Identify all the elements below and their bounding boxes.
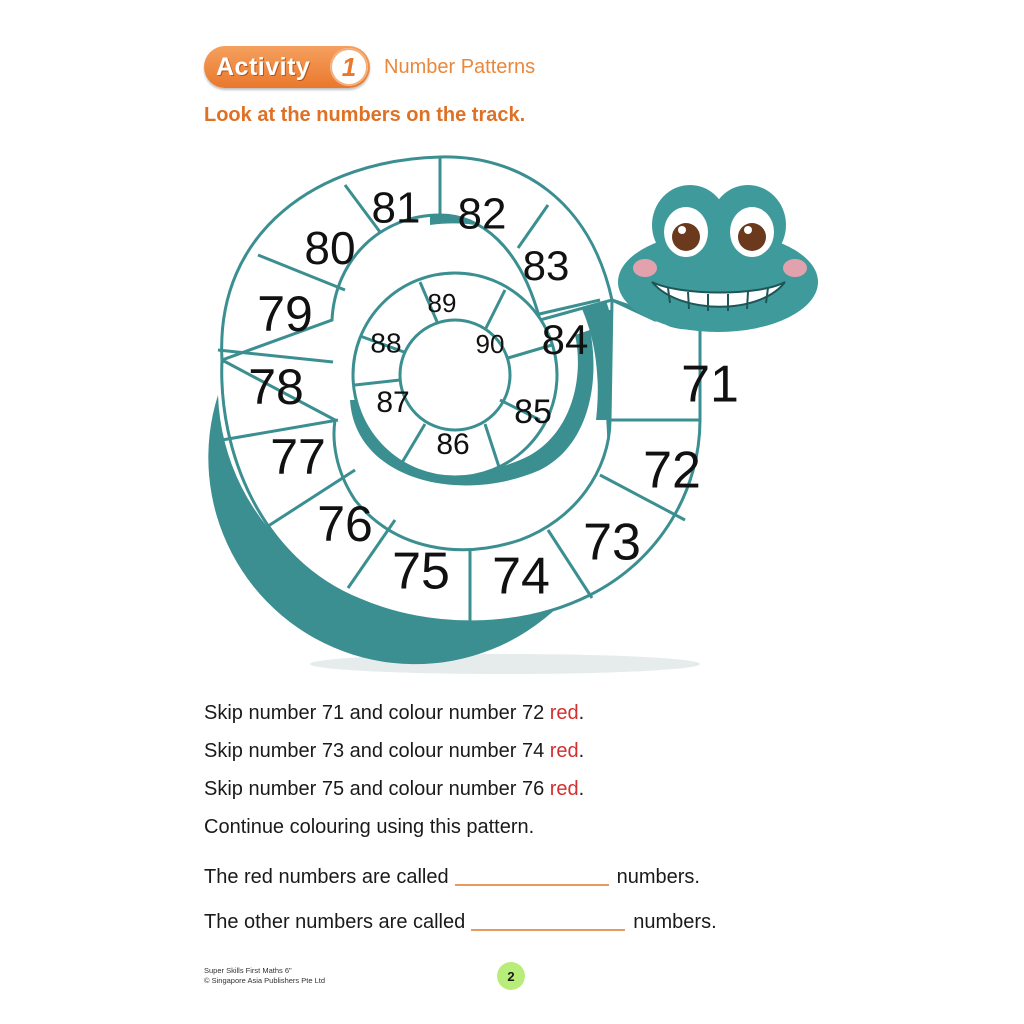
task-suffix: . xyxy=(578,702,585,724)
red-word: red xyxy=(549,778,579,800)
track-number: 85 xyxy=(514,392,552,431)
answer-blank[interactable] xyxy=(471,915,625,931)
right-eye-icon xyxy=(738,223,766,251)
book-title: Super Skills First Maths 6" xyxy=(204,966,292,975)
track-number: 76 xyxy=(317,496,373,553)
question-prefix: The other numbers are called xyxy=(204,911,466,933)
track-number: 78 xyxy=(248,359,304,416)
footer-credits xyxy=(204,966,325,986)
task-lines xyxy=(204,694,584,846)
task-text: Skip number 75 and colour number 76 xyxy=(204,778,550,800)
track-number: 81 xyxy=(371,183,421,233)
track-number: 77 xyxy=(270,429,326,486)
track-number: 89 xyxy=(427,287,457,318)
track-number: 88 xyxy=(370,327,402,359)
task-line xyxy=(204,732,584,770)
track-number: 73 xyxy=(583,513,641,572)
answer-blank[interactable] xyxy=(455,870,609,886)
track-number: 75 xyxy=(392,542,450,601)
track-number: 79 xyxy=(257,286,313,343)
activity-label: Activity xyxy=(216,52,311,81)
question-prefix: The red numbers are called xyxy=(204,866,449,888)
track-number: 72 xyxy=(643,441,701,500)
red-word: red xyxy=(549,702,579,724)
snake-head xyxy=(618,185,818,332)
task-text: Skip number 73 and colour number 74 xyxy=(204,740,550,762)
copyright-text: © Singapore Asia Publishers Pte Ltd xyxy=(204,976,326,985)
task-line xyxy=(204,694,584,732)
question-suffix: numbers. xyxy=(633,911,717,933)
question-other-numbers xyxy=(204,911,717,934)
continue-text: Continue colouring using this pattern. xyxy=(204,816,535,838)
track-number: 71 xyxy=(681,355,739,414)
track-number: 87 xyxy=(376,385,410,419)
track-number: 82 xyxy=(457,189,507,239)
track-number: 80 xyxy=(304,222,356,275)
red-word: red xyxy=(549,740,579,762)
task-suffix: . xyxy=(578,778,585,800)
question-red-numbers xyxy=(204,866,700,889)
page-number-badge: 2 xyxy=(497,962,525,990)
task-suffix: . xyxy=(578,740,585,762)
activity-number: 1 xyxy=(330,48,368,86)
left-eye-icon xyxy=(672,223,700,251)
question-suffix: numbers. xyxy=(616,866,700,888)
track-number: 83 xyxy=(522,242,570,290)
track-number: 84 xyxy=(541,316,589,364)
instruction-text: Look at the numbers on the track. xyxy=(204,104,526,126)
track-number: 86 xyxy=(436,427,470,461)
track-number: 90 xyxy=(475,328,505,359)
track-number: 74 xyxy=(492,547,550,606)
activity-title: Number Patterns xyxy=(384,55,536,78)
task-text: Skip number 71 and colour number 72 xyxy=(204,702,550,724)
task-line xyxy=(204,770,584,808)
